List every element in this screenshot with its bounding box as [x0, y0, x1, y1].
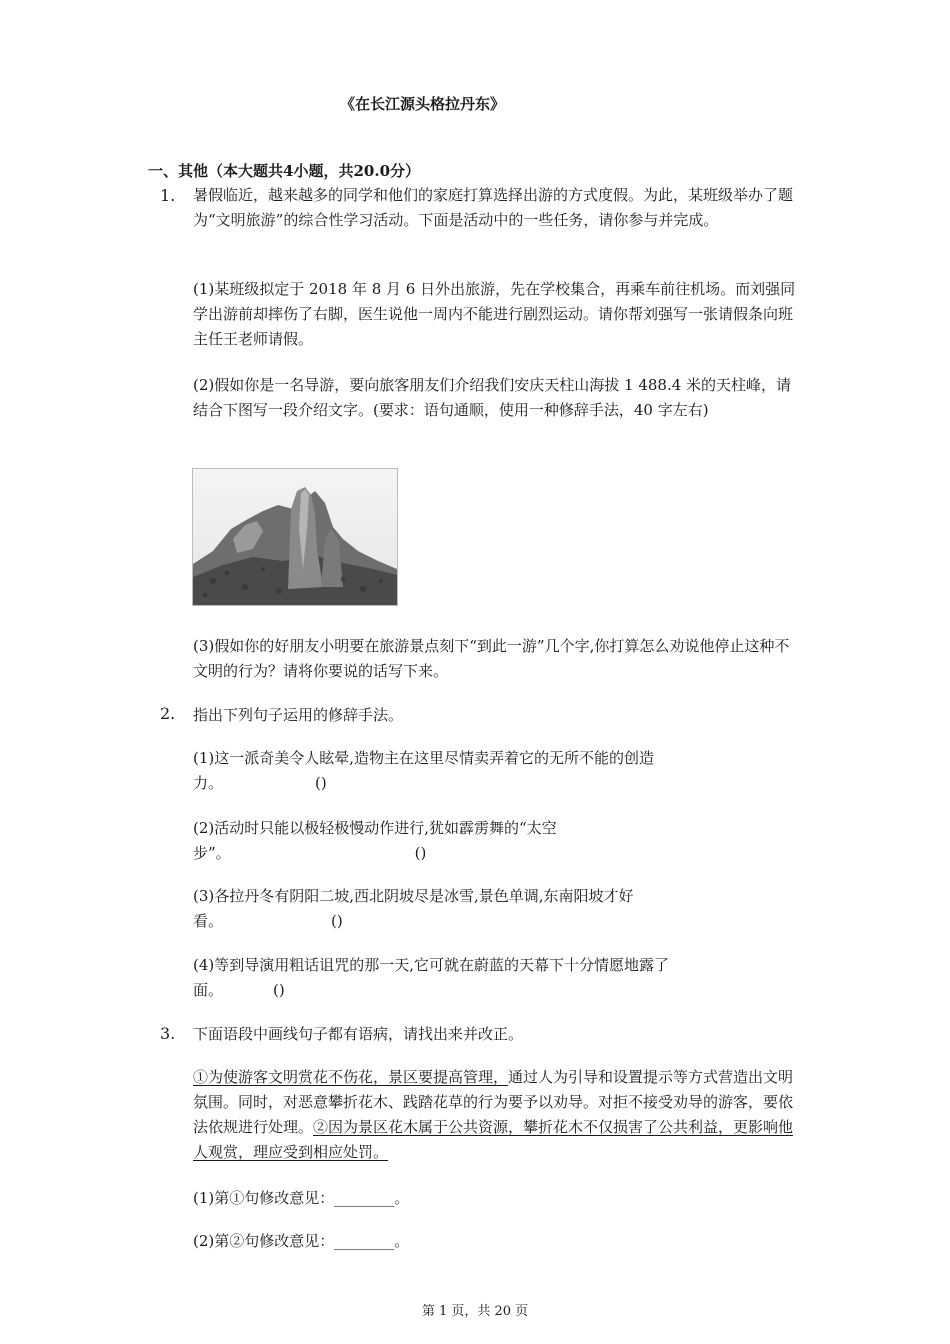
- question-1-intro: 暑假临近，越来越多的同学和他们的家庭打算选择出游的方式度假。为此，某班级举办了题为“文明旅游”的综合性学习活动。下面是活动中的一些任务，请你参与并完成。: [193, 186, 794, 229]
- question-2-sentence-4: [193, 953, 798, 1003]
- sentence-2-line-2: [193, 841, 798, 866]
- underlined-sentence-1: ①为使游客文明赏花不伤花，景区要提高管理，: [193, 1068, 509, 1086]
- underlined-sentence-2: ②因为景区花木属于公共资源，攀折花木不仅损害了公共利益，更影响他人观赏，理应受到相应处罚。: [193, 1118, 794, 1161]
- page-footer: 第 1 页，共 20 页: [421, 1304, 529, 1319]
- revision-answer-1[interactable]: (1)第①句修改意见：________。: [193, 1189, 410, 1207]
- tianzhu-peak-photo: [192, 468, 398, 606]
- revision-answer-2[interactable]: (2)第②句修改意见：________。: [193, 1232, 410, 1250]
- passage-middle: 通过人为引导和设置提示等方式营造出文明氛围。同时，对恶意攀折花木、践踏花草的行为要予以劝导。对拒不接受劝导的游客，要依法依规进行处理。: [193, 1068, 794, 1136]
- sentence-3-line-2: [193, 909, 798, 934]
- answer-blank-3[interactable]: (): [331, 912, 343, 930]
- question-1-number: 1.: [160, 186, 176, 205]
- answer-blank-2[interactable]: (): [414, 844, 427, 862]
- section-score: 20.0: [353, 162, 391, 180]
- answer-blank-4[interactable]: (): [273, 981, 285, 999]
- question-2-sentence-2: [193, 816, 798, 866]
- sentence-2-end: 步”。: [193, 844, 231, 862]
- sentence-3-end: 看。: [193, 912, 224, 930]
- section-prefix: 一、其他（本大题共: [148, 162, 284, 180]
- sentence-2-line-1: (2)活动时只能以极轻极慢动作进行,犹如霹雳舞的“太空: [193, 819, 557, 837]
- sentence-3-line-1: (3)各拉丹冬有阴阳二坡,西北阴坡尽是冰雪,景色单调,东南阳坡才好: [193, 887, 634, 905]
- sentence-4-end: 面。: [193, 981, 224, 999]
- section-count: 4: [283, 162, 294, 180]
- answer-blank-1[interactable]: (): [315, 774, 327, 792]
- question-2-intro: 指出下列句子运用的修辞手法。: [193, 706, 404, 724]
- question-1-part-3: (3)假如你的好朋友小明要在旅游景点刻下“到此一游”几个字,你打算怎么劝说他停止这种不文明的行为？请将你要说的话写下来。: [193, 637, 790, 680]
- sentence-1-end: 力。: [193, 774, 224, 792]
- document-title: 《在长江源头格拉丹东》: [340, 95, 506, 113]
- question-1-part-1: (1)某班级拟定于 2018 年 8 月 6 日外出旅游，先在学校集合，再乘车前往机场。而刘强同学出游前却摔伤了右脚，医生说他一周内不能进行剧烈运动。请你帮刘强写一张请假条向班主任王老师请假。: [193, 280, 796, 348]
- section-suffix: 分）: [390, 162, 421, 180]
- sentence-1-line-1: (1)这一派奇美令人眩晕,造物主在这里尽情卖弄着它的无所不能的创造: [193, 749, 655, 767]
- sentence-4-line-2: [193, 978, 798, 1003]
- section-mid: 小题，共: [293, 162, 354, 180]
- sentence-1-line-2: [193, 771, 798, 796]
- question-2-number: 2.: [160, 704, 176, 723]
- question-1-part-2: (2)假如你是一名导游，要向旅客朋友们介绍我们安庆天柱山海拔 1 488.4 米的天柱峰，请结合下图写一段介绍文字。(要求：语句通顺，使用一种修辞手法，40 字左右): [193, 376, 792, 419]
- question-2-sentence-3: [193, 884, 798, 934]
- mountain-photo-icon: [193, 469, 397, 605]
- section-heading: [148, 160, 420, 181]
- question-3-intro: 下面语段中画线句子都有语病，请找出来并改正。: [193, 1025, 524, 1043]
- question-2-sentence-1: [193, 746, 798, 796]
- question-3-number: 3.: [160, 1024, 176, 1043]
- sentence-4-line-1: (4)等到导演用粗话诅咒的那一天,它可就在蔚蓝的天幕下十分情愿地露了: [193, 956, 670, 974]
- question-3-passage: [193, 1065, 798, 1165]
